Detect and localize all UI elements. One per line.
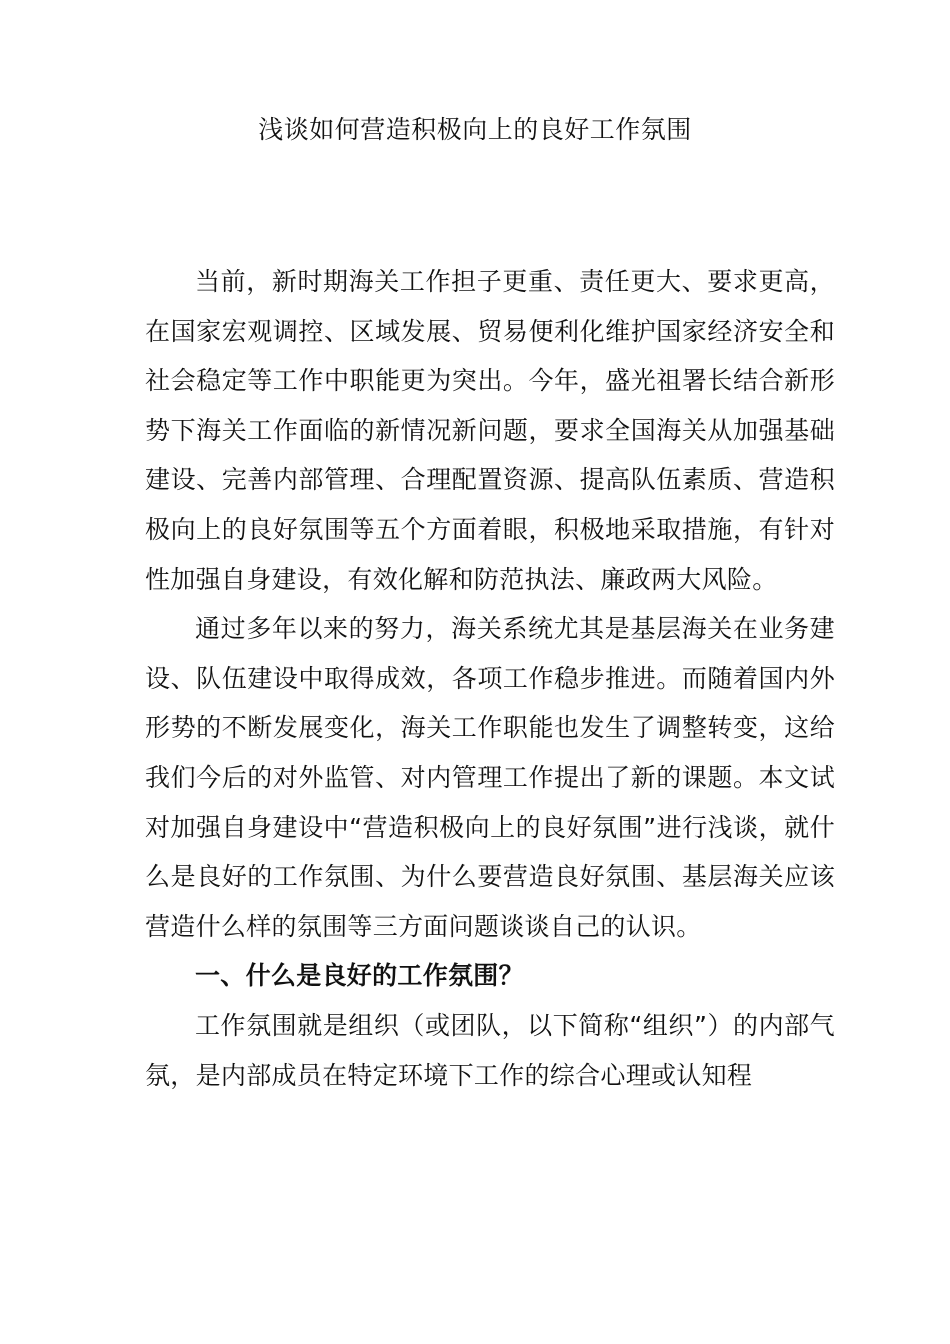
paragraph-background: 通过多年以来的努力，海关系统尤其是基层海关在业务建设、队伍建设中取得成效，各项工作稳步推进。而随着国内外形势的不断发展变化，海关工作职能也发生了调整转变，这给我们今后的对外监管、对内管理工作提出了新的课题。本文试对加强自身建设中“营造积极向上的良好氛围”进行浅谈，就什么是良好的工作氛围、为什么要营造良好氛围、基层海关应该营造什么样的氛围等三方面问题谈谈自己的认识。 <box>145 614 835 941</box>
paragraph-section-one: 工作氛围就是组织（或团队，以下简称“组织”）的内部气氛，是内部成员在特定环境下工作的综合心理或认知程 <box>145 1010 835 1090</box>
paragraph-intro: 当前，新时期海关工作担子更重、责任更大、要求更高，在国家宏观调控、区域发展、贸易便利化维护国家经济安全和社会稳定等工作中职能更为突出。今年，盛光祖署长结合新形势下海关工作面临的新情况新问题，要求全国海关从加强基础建设、完善内部管理、合理配置资源、提高队伍素质、营造积极向上的良好氛围等五个方面着眼，积极地采取措施，有针对性加强自身建设，有效化解和防范执法、廉政两大风险。 <box>145 267 835 594</box>
document-body <box>145 257 835 1100</box>
section-heading: 一、什么是良好的工作氛围？ <box>195 961 524 991</box>
document-title: 浅谈如何营造积极向上的良好工作氛围 <box>258 115 692 144</box>
